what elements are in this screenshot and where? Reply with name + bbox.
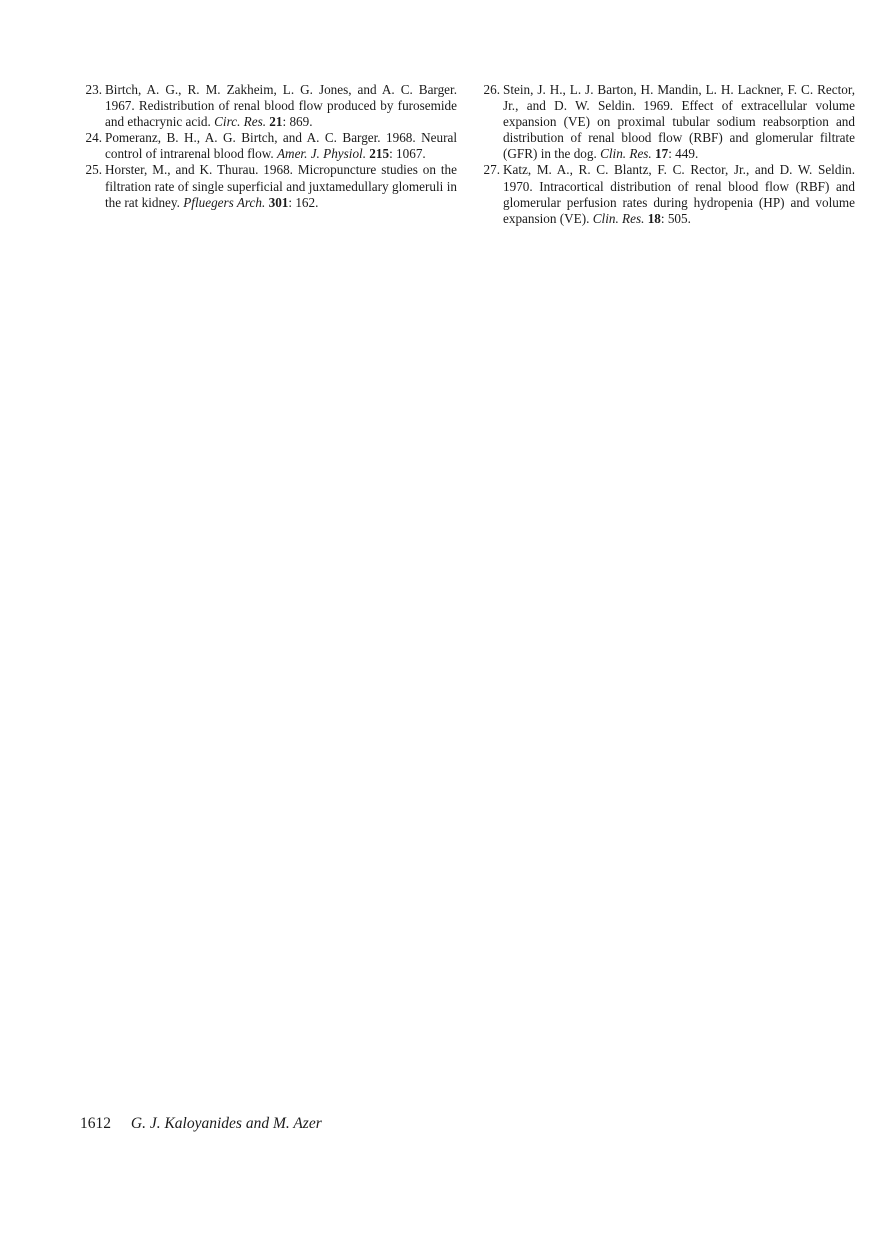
reference-text — [503, 82, 855, 161]
journal-name: Clin. Res. — [600, 146, 652, 162]
reference-citation: Birtch, A. G., R. M. Zakheim, L. G. Jones, and A. C. Barger. 1967. Redistribution of renal blood flow produced by furosemide and ethacrynic acid. — [105, 82, 457, 130]
reference-number: 27. — [483, 162, 500, 178]
page-footer — [80, 1115, 322, 1133]
reference-text — [105, 82, 457, 129]
running-head: G. J. Kaloyanides and M. Azer — [130, 1115, 322, 1132]
reference-number: 26. — [483, 82, 500, 97]
reference-number: 23. — [85, 82, 102, 97]
reference-number: 24. — [85, 130, 102, 146]
reference-number: 25. — [85, 162, 102, 178]
volume-number: 17 — [655, 146, 669, 162]
page-range: : 869. — [282, 114, 313, 130]
volume-number: 301 — [268, 194, 289, 210]
reference-item — [478, 82, 855, 162]
journal-name: Clin. Res. — [592, 210, 645, 226]
reference-column-right — [478, 82, 855, 227]
journal-name: Circ. Res. — [214, 114, 266, 130]
page-range: : 505. — [660, 210, 691, 226]
reference-citation: Horster, M., and K. Thurau. 1968. Micropuncture studies on the filtration rate of single superficial and juxtamedullary glomeruli in the rat kidney. — [105, 162, 457, 210]
reference-item — [478, 162, 855, 226]
page-number: 1612 — [80, 1115, 111, 1132]
journal-name: Amer. J. Physiol. — [277, 146, 366, 162]
volume-number: 215 — [369, 146, 390, 162]
reference-text — [503, 162, 855, 225]
page-range: : 1067. — [389, 146, 426, 162]
volume-number: 21 — [269, 114, 283, 130]
reference-column-left — [80, 82, 457, 211]
journal-name: Pfluegers Arch. — [183, 194, 266, 210]
reference-item — [80, 162, 457, 210]
reference-item — [80, 130, 457, 162]
reference-citation: Pomeranz, B. H., A. G. Birtch, and A. C. Barger. 1968. Neural control of intrarenal blood flow. — [105, 130, 457, 162]
page-range: : 162. — [288, 194, 319, 210]
reference-citation: Stein, J. H., L. J. Barton, H. Mandin, L. H. Lackner, F. C. Rector, Jr., and D. W. Seldin. 1969. Effect of extracellular volume expansion (VE) on proximal tubular sodium reabsorption and distribution of renal blood flow (RBF) and glomerular filtrate (GFR) in the dog. — [503, 82, 855, 162]
reference-citation: Katz, M. A., R. C. Blantz, F. C. Rector, Jr., and D. W. Seldin. 1970. Intracortical distribution of renal blood flow (RBF) and glomerular perfusion rates during hydropenia (HP) and volume expansion (VE). — [503, 162, 855, 226]
volume-number: 18 — [647, 210, 661, 226]
page-range: : 449. — [668, 146, 699, 162]
reference-text — [105, 130, 457, 161]
reference-text — [105, 162, 457, 209]
reference-item — [80, 82, 457, 130]
